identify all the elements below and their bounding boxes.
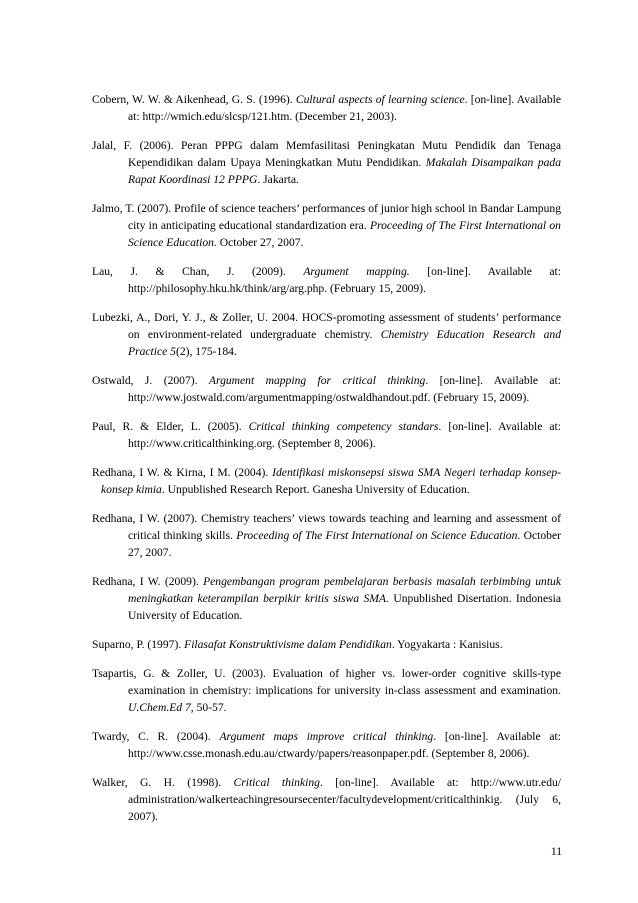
ref-part-italic: Proceeding of The First International on Science Education	[236, 529, 518, 542]
ref-part: Lubezki, A., Dori, Y. J., & Zoller, U. 2004. HOCS-promoting assessment of students’ performance on environment-related undergraduate chemistry.	[92, 311, 561, 341]
ref-part: . [on-line]. Available at: http://www.csse.monash.edu.au/ctwardy/papers/reasonpaper.pdf. (September 8, 2006).	[128, 730, 561, 760]
ref-part-italic: Cultural aspects of learning science	[295, 93, 465, 106]
ref-part: . Yogyakarta : Kanisius.	[391, 638, 503, 651]
ref-part-italic: Argument maps improve critical thinking	[219, 730, 434, 743]
ref-part: Cobern, W. W. & Aikenhead, G. S. (1996).	[92, 93, 296, 106]
ref-part: Lau, J. & Chan, J. (2009).	[92, 265, 304, 278]
ref-part: Paul, R. & Elder, L. (2005).	[92, 420, 249, 433]
ref-part: [on-line]. Available at: http://philosophy.hku.hk/think/arg/arg.php. (February 15, 2009).	[128, 265, 561, 295]
ref-part: (2), 175-184.	[175, 345, 237, 358]
ref-part: . [on-line]. Available at: http://www.utr.edu/ administration/walkerteachingresoursecenter/facultydevelopment/criticalthinkig. (July 6, 2007).	[128, 776, 562, 823]
ref-part: Tsapartis, G. & Zoller, U. (2003). Evaluation of higher vs. lower-order cognitive skills-type examination in chemistry: implications for university in-class assessment and examination.	[92, 667, 561, 697]
ref-part-italic: Identifikasi miskonsepsi siswa SMA Negeri terhadap konsep-konsep kimia	[101, 466, 561, 496]
reference-entry	[92, 263, 561, 297]
ref-part-italic: Makalah Disampaikan pada Rapat Koordinasi 12 PPPG	[128, 156, 562, 186]
reference-entry	[92, 774, 561, 825]
reference-entry	[92, 418, 561, 452]
ref-part-italic: Proceeding of The First International on Science Education.	[128, 219, 561, 249]
ref-part: Redhana, I W. (2009).	[92, 575, 204, 588]
ref-part-italic: Argument mapping.	[303, 265, 410, 278]
ref-part: Redhana, I W. & Kirna, I M. (2004).	[92, 466, 273, 479]
reference-entry	[92, 372, 561, 406]
ref-part: October 27, 2007.	[216, 236, 304, 249]
ref-part: . Jakarta.	[257, 173, 299, 186]
page-number: 11	[550, 845, 562, 858]
reference-entry	[92, 510, 561, 561]
reference-entry	[92, 728, 561, 762]
ref-part: Jalal, F. (2006). Peran PPPG dalam Memfasilitasi Peningkatan Mutu Pendidik dan Tenaga Kependidikan dalam Upaya Meningkatkan Mutu Pendidikan.	[92, 139, 561, 169]
ref-part-italic: Argument mapping for critical thinking	[208, 374, 426, 387]
reference-entry	[92, 665, 561, 716]
reference-entry	[92, 573, 561, 624]
reference-list	[92, 91, 561, 836]
ref-part: . October 27, 2007.	[128, 529, 561, 559]
ref-part: Twardy, C. R. (2004).	[92, 730, 220, 743]
reference-entry	[92, 91, 561, 125]
ref-part: Suparno, P. (1997).	[92, 638, 185, 651]
ref-part-italic: U.Chem.Ed 7	[128, 701, 191, 714]
reference-entry	[92, 309, 561, 360]
ref-part: . [on-line]. Available at: http://wmich.edu/slcsp/121.htm. (December 21, 2003).	[128, 93, 561, 123]
ref-part-italic: Filasafat Konstruktivisme dalam Pendidikan	[184, 638, 392, 651]
ref-part: Walker, G. H. (1998).	[92, 776, 234, 789]
reference-entry	[92, 137, 561, 188]
ref-part: . [on-line]. Available at: http://www.jostwald.com/argumentmapping/ostwaldhandout.pdf. (February 15, 2009).	[128, 374, 561, 404]
ref-part-italic: Critical thinking	[233, 776, 320, 789]
ref-part: Ostwald, J. (2007).	[92, 374, 209, 387]
ref-part-italic: Chemistry Education Research and Practice 5	[128, 328, 561, 358]
reference-entry	[92, 636, 561, 653]
ref-part-italic: Critical thinking competency standars	[248, 420, 439, 433]
reference-entry	[92, 200, 561, 251]
ref-part: Jalmo, T. (2007). Profile of science teachers’ performances of junior high school in Bandar Lampung city in anticipating educational standardization era.	[92, 202, 561, 232]
reference-entry	[92, 464, 561, 498]
ref-part: , 50-57.	[190, 701, 227, 714]
ref-part: Redhana, I W. (2007). Chemistry teachers’ views towards teaching and learning and assessment of critical thinking skills.	[92, 512, 561, 542]
ref-part: Unpublished Disertation. Indonesia University of Education.	[128, 592, 562, 622]
ref-part: . Unpublished Research Report. Ganesha University of Education.	[161, 483, 470, 496]
ref-part: . [on-line]. Available at: http://www.criticalthinking.org. (September 8, 2006).	[128, 420, 561, 450]
ref-part-italic: Pengembangan program pembelajaran berbasis masalah terbimbing untuk meningkatkan keterampilan berpikir kritis siswa SMA.	[128, 575, 561, 605]
